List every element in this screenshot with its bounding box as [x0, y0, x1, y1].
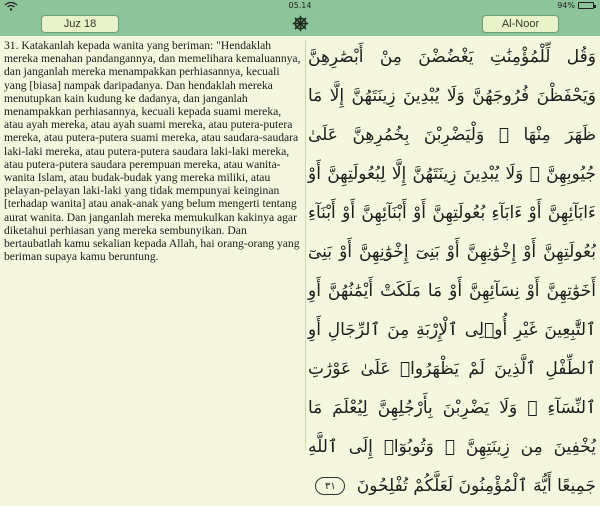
juz-button[interactable]: Juz 18 [41, 15, 119, 33]
reading-pane[interactable] [0, 36, 600, 496]
battery-percent: 94% [557, 1, 575, 10]
verse-translation: 31. Katakanlah kepada wanita yang beriman: "Hendaklah mereka menahan pandangannya, dan memelihara kemaluannya, dan janganlah mereka menampakkan perhiasannya, kecuali yang [biasa] nampak daripadanya. Dan hendaklah mereka menutupkan kain kudung ke dadanya, dan janganlah menampakkan perhiasannya, kecuali kepada suami mereka, atau ayah mereka, atau ayah suami mereka, atau putera-putera mereka, atau putera-putera suami mereka, atau saudara-saudara laki-laki mereka, atau putera-putera saudara laki-laki mereka, atau putera-putera saudara perempuan mereka, atau wanita-wanita Islam, atau budak-budak yang mereka miliki, atau pelayan-pelayan laki-laki yang tidak mempunyai keinginan [terhadap wanita] atau anak-anak yang belum mengerti tentang aurat wanita. Dan janganlah mereka memukulkan kakinya agar diketahui perhiasan yang mereka sembunyikan. Dan bertaubatlah kamu sekalian kepada Allah, hai orang-orang yang beriman supaya kamu beruntung. [4, 39, 301, 264]
arabic-verse-body: وَقُل لِّلْمُؤْمِنَٰتِ يَغْضُضْنَ مِنْ أَبْصَٰرِهِنَّ وَيَحْفَظْنَ فُرُوجَهُنَّ وَلَا يُبْدِينَ زِينَتَهُنَّ إِلَّا مَا ظَهَرَ مِنْهَا ۖ وَلْيَضْرِبْنَ بِخُمُرِهِنَّ عَلَىٰ جُيُوبِهِنَّ ۖ وَلَا يُبْدِينَ زِينَتَهُنَّ إِلَّا لِبُعُولَتِهِنَّ أَوْ ءَابَآئِهِنَّ أَوْ ءَابَآءِ بُعُولَتِهِنَّ أَوْ أَبْنَآئِهِنَّ أَوْ أَبْنَآءِ بُعُولَتِهِنَّ أَوْ إِخْوَٰنِهِنَّ أَوْ بَنِىٓ إِخْوَٰنِهِنَّ أَوْ بَنِىٓ أَخَوَٰتِهِنَّ أَوْ نِسَآئِهِنَّ أَوْ مَا مَلَكَتْ أَيْمَٰنُهُنَّ أَوِ ٱلتَّٰبِعِينَ غَيْرِ أُو۟لِى ٱلْإِرْبَةِ مِنَ ٱلرِّجَالِ أَوِ ٱلطِّفْلِ ٱلَّذِينَ لَمْ يَظْهَرُوا۟ عَلَىٰ عَوْرَٰتِ ٱلنِّسَآءِ ۖ وَلَا يَضْرِبْنَ بِأَرْجُلِهِنَّ لِيُعْلَمَ مَا يُخْفِينَ مِن زِينَتِهِنَّ ۚ وَتُوبُوٓا۟ إِلَى ٱللَّهِ جَمِيعًا أَيُّهَ ٱلْمُؤْمِنُونَ لَعَلَّكُمْ تُفْلِحُونَ [308, 47, 596, 496]
ayah-number-marker: ٣١ [315, 477, 345, 495]
status-time: 05.14 [288, 1, 312, 10]
column-divider [305, 40, 306, 450]
surah-button[interactable]: Al-Noor [482, 15, 559, 33]
battery-icon [578, 2, 594, 9]
status-bar [0, 0, 600, 12]
settings-wheel-icon[interactable] [292, 15, 309, 32]
toolbar [0, 12, 600, 36]
verse-arabic-text [308, 38, 596, 496]
